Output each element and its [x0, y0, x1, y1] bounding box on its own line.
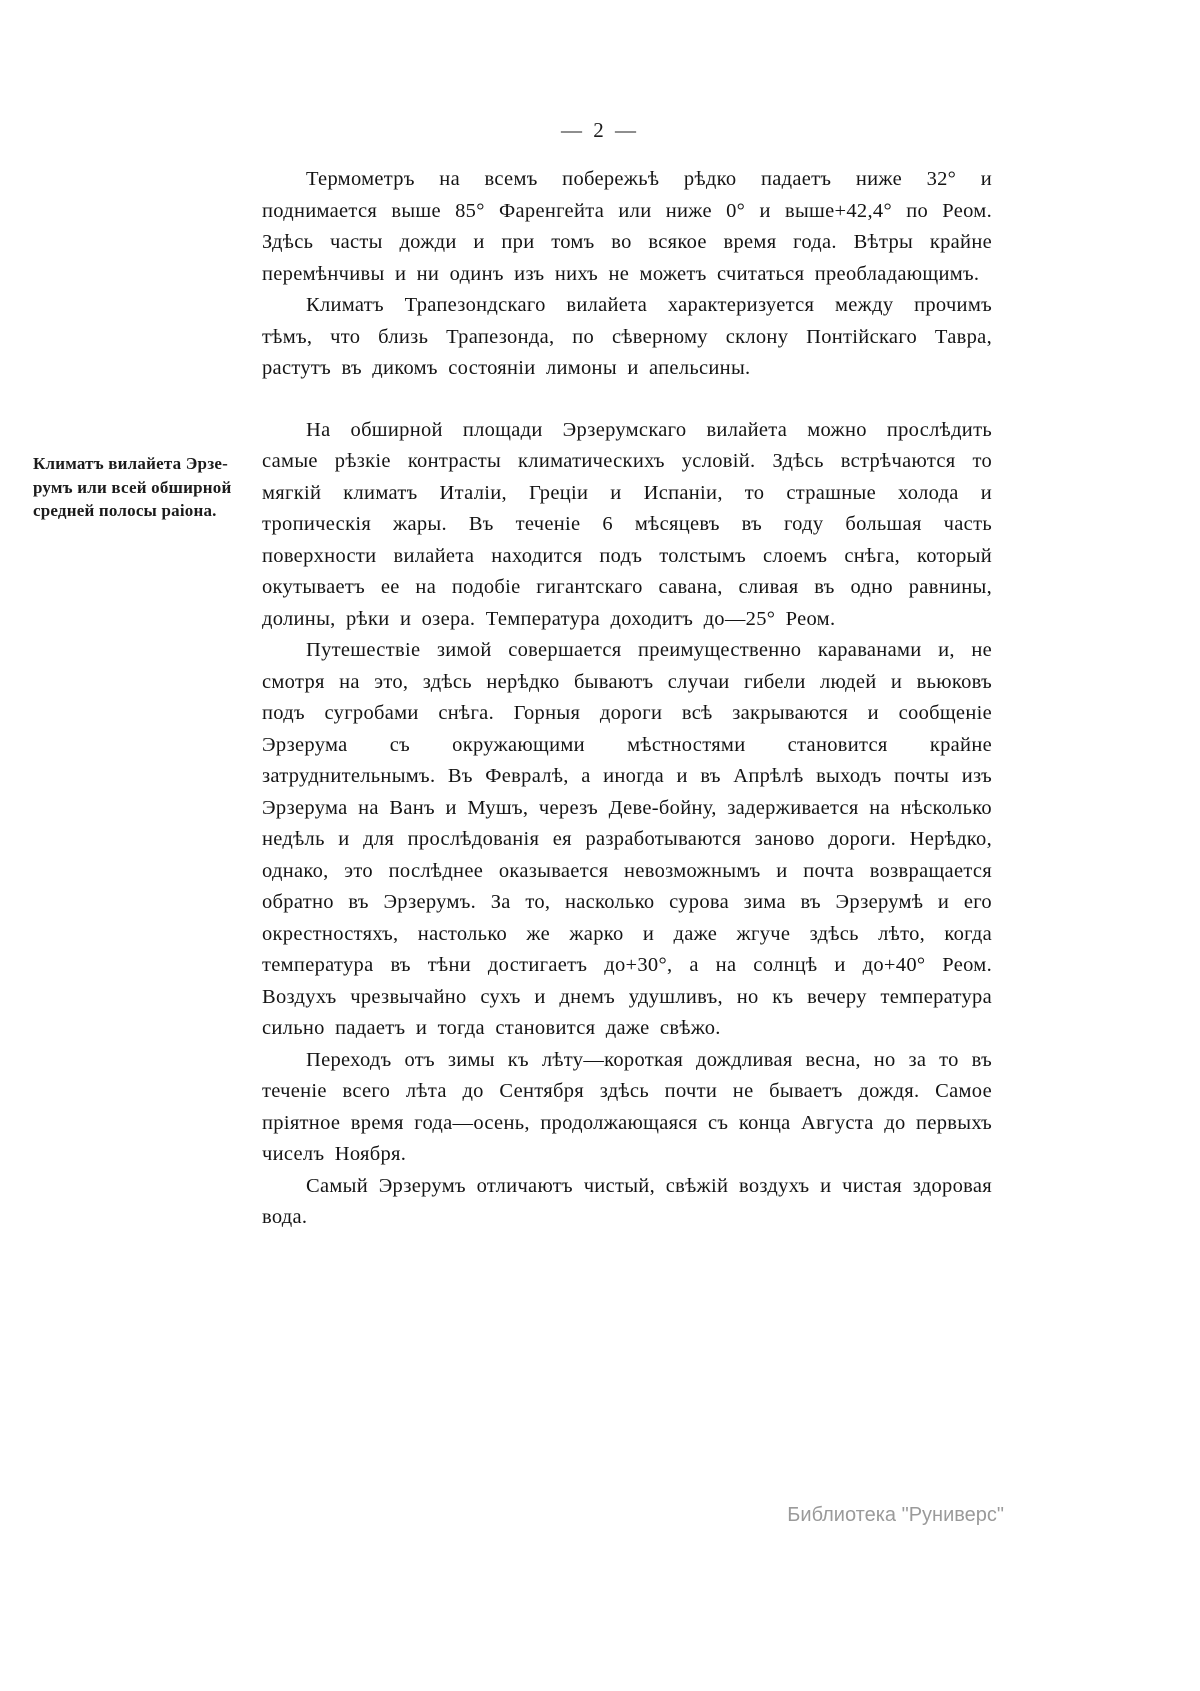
- library-watermark: Библиотека "Руниверс": [787, 1504, 1004, 1526]
- margin-note-line: Климатъ вилайета Эрзе-: [33, 454, 228, 473]
- paragraph-trebizond-climate: Климатъ Трапезондскаго вилайета характеризуется между прочимъ тѣмъ, что близь Трапезонда, по сѣверному склону Понтійскаго Тавра, растутъ въ дикомъ состояніи лимоны и апельсины.: [262, 294, 992, 379]
- paragraph-erzurum-contrasts: На обширной площади Эрзерумскаго вилайета можно прослѣдить самые рѣзкіе контрасты климатическихъ условій. Здѣсь встрѣчаются то мягкій климатъ Италіи, Греціи и Испаніи, то страшные холода и тропическія жары. Въ теченіе 6 мѣсяцевъ въ году большая часть поверхности вилайета находится подъ толстымъ слоемъ снѣга, который окутываетъ ее на подобіе гигантскаго савана, сливая въ одно равнины, долины, рѣки и озера. Температура доходитъ до—25° Реом.: [262, 418, 992, 630]
- paragraph-erzurum-air: Самый Эрзерумъ отличаютъ чистый, свѣжій воздухъ и чистая здоровая вода.: [262, 1174, 992, 1228]
- paragraph-thermometer: Термометръ на всемъ побережьѣ рѣдко падаетъ ниже 32° и поднимается выше 85° Фаренгейта или ниже 0° и выше+42,4° по Реом. Здѣсь часты дожди и при томъ во всякое время года. Вѣтры крайне перемѣнчивы и ни одинъ изъ нихъ не можетъ считаться преобладающимъ.: [262, 168, 992, 285]
- margin-note: [33, 452, 259, 523]
- page-number: — 2 —: [561, 118, 639, 142]
- margin-note-line: румъ или всей обширной: [33, 477, 232, 497]
- paragraph-seasons: Переходъ отъ зимы къ лѣту—короткая дождливая весна, но за то въ теченіе всего лѣта до Сентября здѣсь почти не бываетъ дождя. Самое пріятное время года—осень, продолжающаяся съ конца Августа до первыхъ чиселъ Ноября.: [262, 1048, 992, 1165]
- body-text: [262, 164, 992, 1234]
- paragraph-winter-travel: Путешествіе зимой совершается преимущественно караванами и, не смотря на это, здѣсь нерѣдко бываютъ случаи гибели людей и вьюковъ подъ сугробами снѣга. Горныя дороги всѣ закрываются и сообщеніе Эрзерума съ окружающими мѣстностями становится крайне затруднительнымъ. Въ Февралѣ, а иногда и въ Апрѣлѣ выходъ почты изъ Эрзерума на Ванъ и Мушъ, черезъ Деве-бойну, задерживается на нѣсколько недѣль и для прослѣдованія ея разработываются заново дороги. Нерѣдко, однако, это послѣднее оказывается невозможнымъ и почта возвращается обратно въ Эрзерумъ. За то, насколько сурова зима въ Эрзерумѣ и его окрестностяхъ, настолько же жарко и даже жгуче здѣсь лѣто, когда температура въ тѣни достигаетъ до+30°, а на солнцѣ и до+40° Реом. Воздухъ чрезвычайно сухъ и днемъ удушливъ, но къ вечеру температура сильно падаетъ и тогда становится даже свѣжо.: [262, 639, 992, 1039]
- margin-note-line: средней полосы раіона.: [33, 501, 217, 520]
